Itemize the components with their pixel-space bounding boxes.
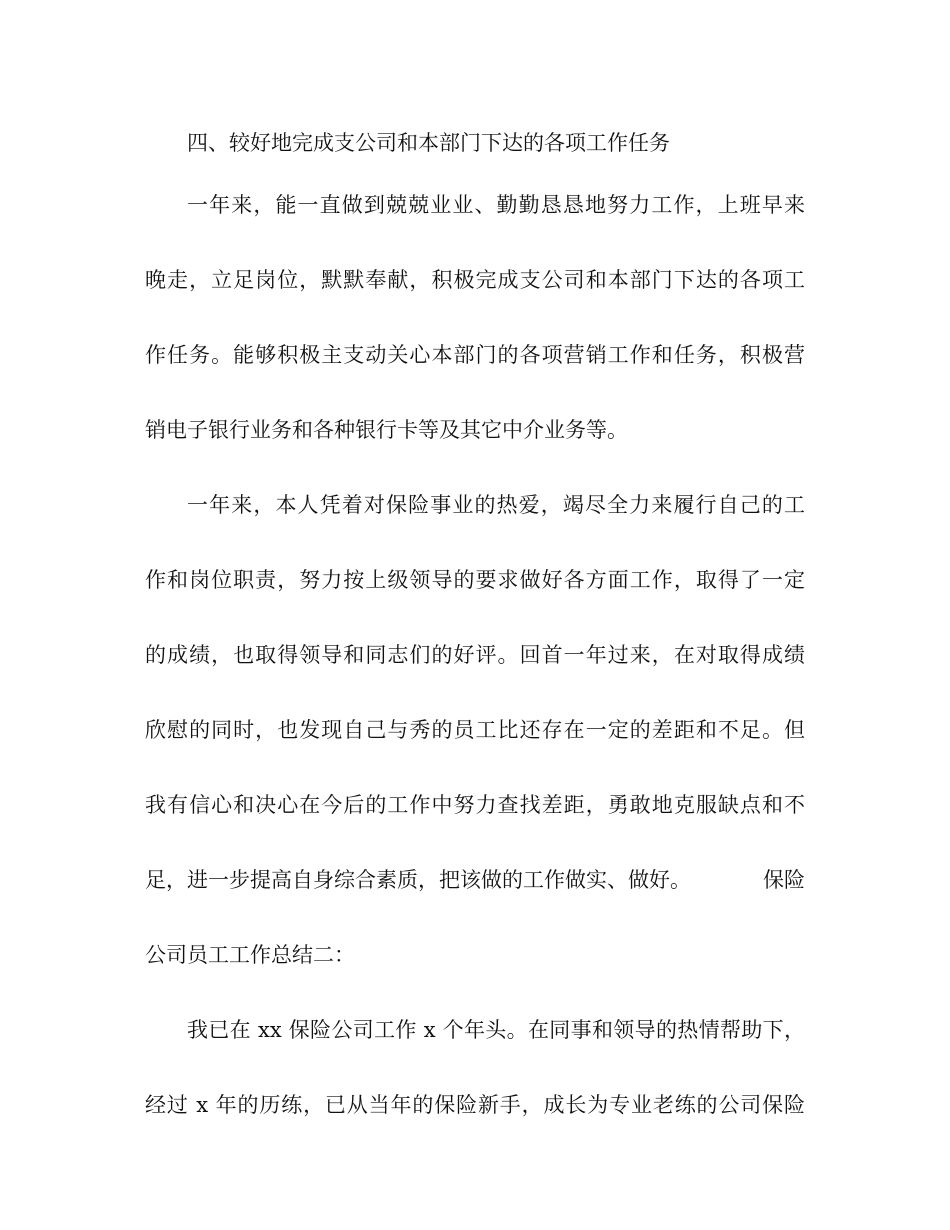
paragraph-line: 我有信心和决心在今后的工作中努力查找差距，勇敢地克服缺点和不 bbox=[145, 793, 805, 817]
paragraph-line: 作任务。能够积极主支动关心本部门的各项营销工作和任务，积极营 bbox=[145, 343, 805, 367]
paragraph-line: 晚走，立足岗位，默默奉献，积极完成支公司和本部门下达的各项工 bbox=[145, 268, 805, 292]
section-heading: 四、较好地完成支公司和本部门下达的各项工作任务 bbox=[187, 131, 670, 155]
paragraph-line: 的成绩，也取得领导和同志们的好评。回首一年过来，在对取得成绩 bbox=[145, 643, 805, 667]
paragraph-line bbox=[145, 865, 805, 895]
paragraph-line: 一年来，本人凭着对保险事业的热爱，竭尽全力来履行自己的工 bbox=[187, 493, 805, 517]
paragraph-line: 一年来，能一直做到兢兢业业、勤勤恳恳地努力工作，上班早来 bbox=[187, 193, 805, 217]
subtitle-fragment: 保险 bbox=[763, 868, 805, 892]
paragraph-line: 欣慰的同时，也发现自己与秀的员工比还存在一定的差距和不足。但 bbox=[145, 718, 805, 742]
paragraph-line: 经过 x 年的历练，已从当年的保险新手，成长为专业老练的公司保险 bbox=[145, 1093, 805, 1117]
paragraph-line: 我已在 xx 保险公司工作 x 个年头。在同事和领导的热情帮助下， bbox=[187, 1018, 805, 1042]
subtitle-line: 公司员工工作总结二： bbox=[145, 943, 355, 967]
paragraph-line: 销电子银行业务和各种银行卡等及其它中介业务等。 bbox=[145, 418, 628, 442]
paragraph-line-text: 足，进一步提高自身综合素质，把该做的工作做实、做好。 bbox=[145, 868, 691, 892]
paragraph-line: 作和岗位职责，努力按上级领导的要求做好各方面工作，取得了一定 bbox=[145, 568, 805, 592]
